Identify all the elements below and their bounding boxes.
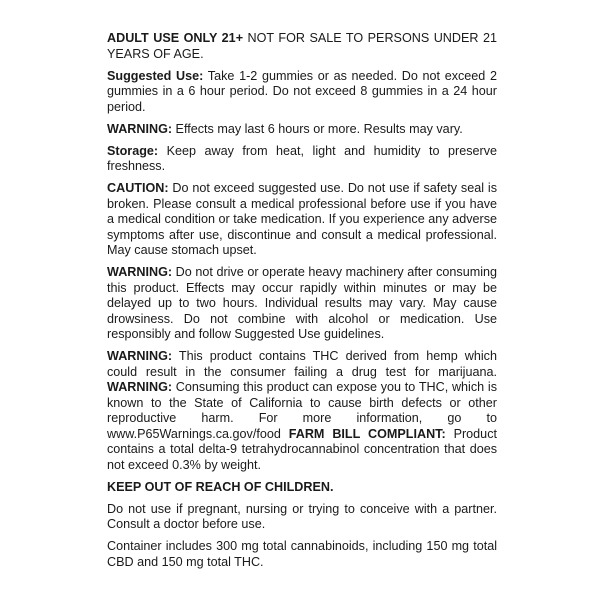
adult-use-heading: ADULT USE ONLY 21+ [107, 31, 244, 45]
farm-bill-text: Product contains a total delta-9 tetrahydrocannabinol concentration that does not exceed 0.3% by weight. [107, 426, 497, 472]
pregnancy-notice [107, 502, 497, 533]
suggested-use-section [107, 69, 497, 116]
storage-heading: Storage: [107, 143, 159, 158]
storage-section [107, 144, 497, 175]
suggested-use-text: Take 1-2 gummies or as needed. Do not exceed 2 gummies in a 6 hour period. Do not exceed 8 gummies in a 24 hour period. [107, 68, 497, 114]
adult-use-notice [107, 31, 497, 62]
caution-heading: CAUTION: [107, 181, 169, 195]
storage-text: Keep away from heat, light and humidity to preserve freshness. [107, 143, 497, 173]
adult-use-text: NOT FOR SALE TO PERSONS UNDER 21 YEARS OF AGE. [107, 31, 497, 61]
caution-text: Do not exceed suggested use. Do not use if safety seal is broken. Please consult a medical professional before use if you have a medical condition or take medication. If you experience any adverse symptoms after use, discontinue and consult a medical professional. May cause stomach upset. [107, 181, 497, 257]
prop65-warning-text: Consuming this product can expose you to THC, which is known to the State of California to cause birth defects or other reproductive harm. For more information, go to www.P65Warnings.ca.gov/food [107, 380, 497, 441]
suggested-use-heading: Suggested Use: [107, 68, 204, 83]
thc-warning-section [107, 349, 497, 473]
prop65-warning-heading: WARNING: [107, 380, 173, 394]
drug-test-warning-heading: WARNING: [107, 349, 173, 363]
machinery-warning-text: Do not drive or operate heavy machinery after consuming this product. Effects may occur rapidly within minutes or may be delayed up to two hours. Individual results may vary. May cause drowsiness. Do not combine with alcohol or medication. Use responsibly and follow Suggested Use guidelines. [107, 265, 497, 341]
caution-section [107, 181, 497, 259]
keep-out-heading: KEEP OUT OF REACH OF CHILDREN. [107, 479, 334, 494]
keep-out-notice [107, 480, 497, 496]
effects-warning-heading: WARNING: [107, 121, 173, 136]
machinery-warning-heading: WARNING: [107, 265, 173, 279]
effects-warning-text: Effects may last 6 hours or more. Results may vary. [172, 121, 463, 136]
machinery-warning-section [107, 265, 497, 343]
container-contents [107, 539, 497, 570]
drug-test-warning-text: This product contains THC derived from hemp which could result in the consumer failing a drug test for marijuana. [107, 349, 497, 379]
container-contents-text: Container includes 300 mg total cannabinoids, including 150 mg total CBD and 150 mg total THC. [107, 539, 497, 569]
pregnancy-text: Do not use if pregnant, nursing or trying to conceive with a partner. Consult a doctor before use. [107, 501, 497, 531]
product-warning-label [107, 31, 497, 577]
farm-bill-heading: FARM BILL COMPLIANT: [288, 426, 446, 441]
effects-warning-section [107, 122, 497, 138]
